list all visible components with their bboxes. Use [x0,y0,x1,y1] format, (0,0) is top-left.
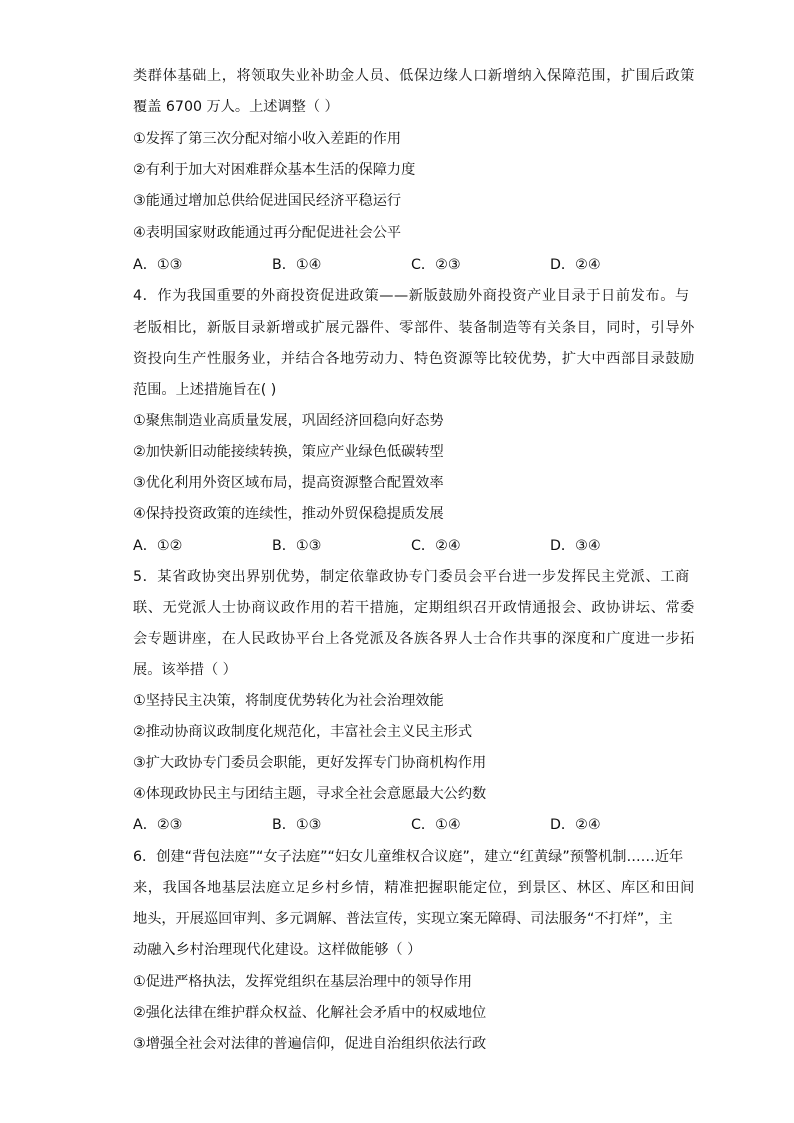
q6-stem-line: 地头，开展巡回审判、多元调解、普法宣传，实现立案无障碍、司法服务“不打烊”，主 [133,911,673,927]
q5-option-c: C．①④ [411,817,461,833]
q5-stem-line: 展。该举措（ ） [133,662,237,678]
q3-statement: ③能通过增加总供给促进国民经济平稳运行 [133,193,402,209]
q3-option-c: C．②③ [411,257,461,273]
q4-statement: ③优化利用外资区域布局，提高资源整合配置效率 [133,475,444,491]
q4-option-b: B．①③ [272,538,322,554]
q5-statement: ③扩大政协专门委员会职能，更好发挥专门协商机构作用 [133,755,487,771]
q4-stem-line: 4．作为我国重要的外商投资促进政策——新版鼓励外商投资产业目录于日前发布。与 [133,288,690,304]
q5-statement: ②推动协商议政制度化规范化，丰富社会主义民主形式 [133,724,473,740]
q3-statement: ①发挥了第三次分配对缩小收入差距的作用 [133,131,402,147]
q5-stem-line: 会专题讲座，在人民政协平台上各党派及各族各界人士合作共事的深度和广度进一步拓 [133,631,695,647]
q3-option-d: D．②④ [550,257,601,273]
q6-stem-line: 6．创建“背包法庭”“女子法庭”“妇女儿童维权合议庭”，建立“红黄绿”预警机制……近年 [133,849,684,865]
q6-statement: ②强化法律在维护群众权益、化解社会矛盾中的权威地位 [133,1005,487,1021]
q5-stem-line: 联、无党派人士协商议政作用的若干措施，定期组织召开政情通报会、政协讲坛、常委 [133,600,695,616]
q3-option-a: A．①③ [133,257,183,273]
q5-statement: ④体现政协民主与团结主题，寻求全社会意愿最大公约数 [133,786,487,802]
q6-statement: ③增强全社会对法律的普遍信仰，促进自治组织依法行政 [133,1036,487,1052]
q5-option-d: D．②④ [550,817,601,833]
q5-stem-line: 5．某省政协突出界别优势，制定依靠政协专门委员会平台进一步发挥民主党派、工商 [133,569,690,585]
q4-option-c: C．②④ [411,538,461,554]
q3-stem-line: 类群体基础上，将领取失业补助金人员、低保边缘人口新增纳入保障范围，扩围后政策 [133,68,695,84]
q3-statement: ②有利于加大对困难群众基本生活的保障力度 [133,162,416,178]
q3-stem-line: 覆盖 6700 万人。上述调整（ ） [133,99,339,115]
q5-statement: ①坚持民主决策，将制度优势转化为社会治理效能 [133,693,444,709]
q5-option-a: A．②③ [133,817,183,833]
q4-stem-line: 资投向生产性服务业，并结合各地劳动力、特色资源等比较优势，扩大中西部目录鼓励 [133,351,695,367]
q6-statement: ①促进严格执法，发挥党组织在基层治理中的领导作用 [133,974,473,990]
q6-stem-line: 动融入乡村治理现代化建设。这样做能够（ ） [133,942,422,958]
q4-option-d: D．③④ [550,538,601,554]
q4-statement: ②加快新旧动能接续转换，策应产业绿色低碳转型 [133,444,444,460]
q4-statement: ④保持投资政策的连续性，推动外贸保稳提质发展 [133,506,444,522]
q5-option-b: B．①③ [272,817,322,833]
q4-stem-line: 范围。上述措施旨在( ) [133,382,277,398]
q4-stem-line: 老版相比，新版目录新增或扩展元器件、零部件、装备制造等有关条目，同时，引导外 [133,320,695,336]
q6-stem-line: 来，我国各地基层法庭立足乡村乡情，精准把握职能定位，到景区、林区、库区和田间 [133,880,695,896]
q4-statement: ①聚焦制造业高质量发展，巩固经济回稳向好态势 [133,413,444,429]
q3-option-b: B．①④ [272,257,322,273]
q4-option-a: A．①② [133,538,183,554]
q3-statement: ④表明国家财政能通过再分配促进社会公平 [133,225,402,241]
